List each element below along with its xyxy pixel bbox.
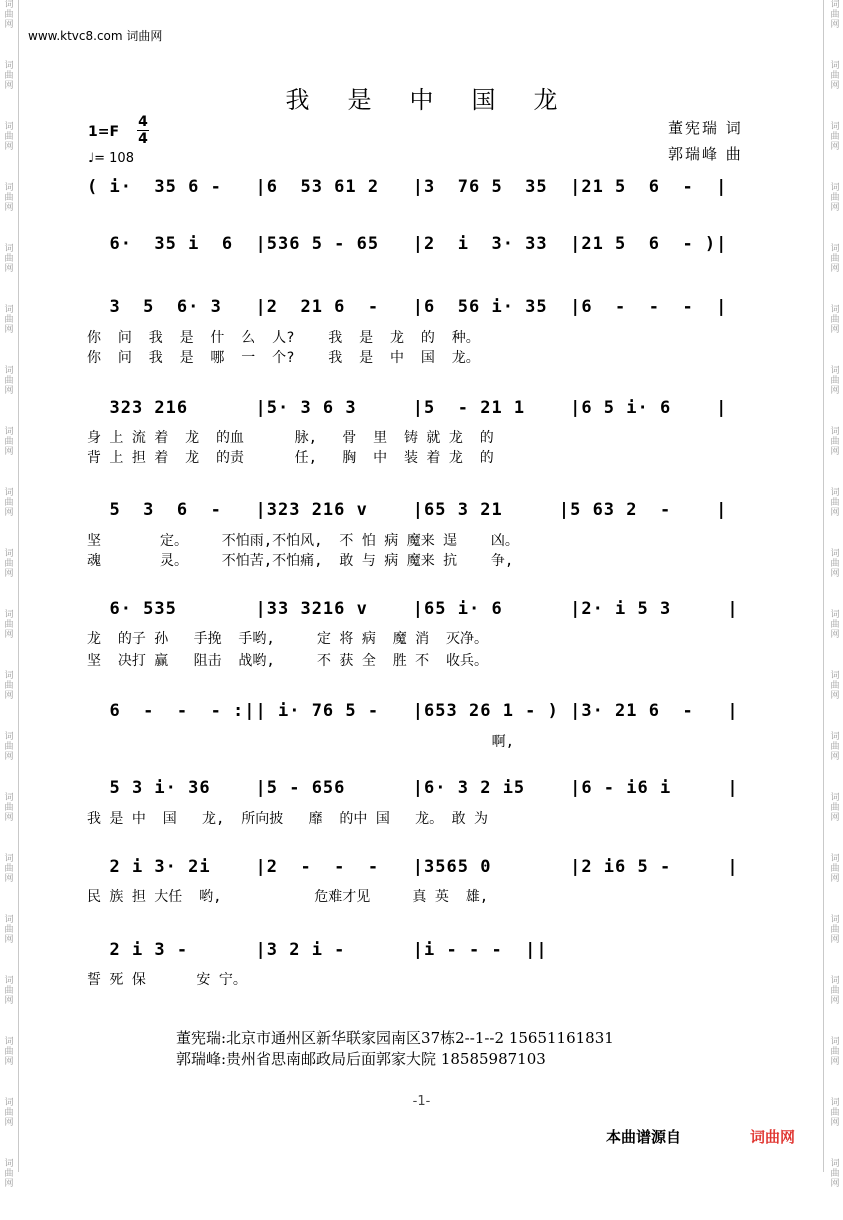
watermark-char: 网 (830, 569, 840, 579)
watermark-char: 曲 (830, 681, 840, 691)
watermark-char: 网 (830, 1118, 840, 1128)
watermark-char: 词 (830, 61, 840, 71)
watermark-char: 词 (830, 488, 840, 498)
watermark-char: 词 (830, 1098, 840, 1108)
score-line-10-notes: 2 i 3 - |3 2 i - |i - - - || (87, 940, 548, 960)
watermark-char: 词 (830, 1159, 840, 1169)
watermark-char: 词 (830, 671, 840, 681)
watermark-char: 词 (830, 976, 840, 986)
watermark-char: 曲 (830, 132, 840, 142)
watermark-char: 网 (4, 20, 14, 30)
watermark-char: 词 (4, 427, 14, 437)
watermark-char: 网 (830, 813, 840, 823)
watermark-char: 曲 (830, 254, 840, 264)
watermark-char: 曲 (4, 986, 14, 996)
watermark-char: 曲 (4, 437, 14, 447)
watermark-char: 网 (4, 81, 14, 91)
site-url[interactable]: www.ktvc8.com 词曲网 (28, 29, 163, 43)
score-line-8-notes: 5 3 i· 36 |5 - 656 |6· 3 2 i5 |6 - i6 i | (87, 778, 739, 798)
watermark-char: 网 (4, 691, 14, 701)
watermark-char: 词 (4, 976, 14, 986)
watermark-char: 词 (4, 1037, 14, 1047)
watermark-char: 词 (4, 732, 14, 742)
watermark-char: 词 (4, 1098, 14, 1108)
left-margin-line (18, 0, 19, 1172)
watermark-char: 网 (4, 264, 14, 274)
watermark-char: 曲 (830, 1047, 840, 1057)
key-signature: 1=F (88, 124, 120, 140)
watermark-char: 词 (4, 793, 14, 803)
score-line-3-lyric-1: 你 问 我 是 什 么 人? 我 是 龙 的 种。 (87, 330, 480, 346)
watermark-char: 曲 (4, 254, 14, 264)
score-line-4-notes: 323 216 |5· 3 6 3 |5 - 21 1 |6 5 i· 6 | (87, 398, 728, 418)
watermark-char: 词 (830, 854, 840, 864)
watermark-char: 曲 (830, 193, 840, 203)
watermark-char: 曲 (4, 681, 14, 691)
left-watermark-strip (2, 0, 16, 1220)
score-line-7-notes: 6 - - - :|| i· 76 5 - |653 26 1 - ) |3· 21 6 - | (87, 701, 739, 721)
watermark-char: 曲 (830, 1108, 840, 1118)
score-line-5-lyric-2: 魂 灵。 不怕苦,不怕痛, 敢 与 病 魔来 抗 争, (87, 553, 514, 569)
watermark-char: 词 (4, 305, 14, 315)
watermark-char: 曲 (830, 925, 840, 935)
watermark-char: 网 (4, 447, 14, 457)
watermark-char: 曲 (4, 193, 14, 203)
watermark-char: 曲 (4, 71, 14, 81)
watermark-char: 词 (4, 915, 14, 925)
watermark-char: 曲 (4, 742, 14, 752)
watermark-char: 曲 (830, 986, 840, 996)
watermark-char: 词 (830, 183, 840, 193)
watermark-char: 曲 (830, 1169, 840, 1179)
watermark-char: 词 (830, 793, 840, 803)
watermark-char: 网 (830, 325, 840, 335)
lyricist-credit: 董宪瑞 词 (668, 119, 743, 137)
page-number: -1- (412, 1094, 431, 1109)
watermark-char: 词 (830, 244, 840, 254)
watermark-char: 词 (830, 732, 840, 742)
watermark-char: 网 (4, 386, 14, 396)
watermark-char: 曲 (4, 1108, 14, 1118)
watermark-char: 词 (830, 305, 840, 315)
watermark-char: 词 (830, 1037, 840, 1047)
score-line-3-notes: 3 5 6· 3 |2 21 6 - |6 56 i· 35 |6 - - - | (87, 297, 728, 317)
watermark-char: 网 (4, 325, 14, 335)
watermark-char: 曲 (4, 10, 14, 20)
source-label: 本曲谱源自 (606, 1128, 682, 1146)
watermark-char: 曲 (4, 864, 14, 874)
watermark-char: 曲 (4, 803, 14, 813)
watermark-char: 曲 (4, 925, 14, 935)
watermark-char: 曲 (830, 620, 840, 630)
watermark-char: 曲 (830, 498, 840, 508)
watermark-char: 网 (4, 508, 14, 518)
watermark-char: 网 (830, 1179, 840, 1189)
score-line-7-lyric-1: 啊, (87, 734, 515, 750)
watermark-char: 网 (830, 142, 840, 152)
song-title: 我是中国龙 (285, 86, 596, 114)
watermark-char: 网 (830, 996, 840, 1006)
watermark-char: 词 (830, 0, 840, 10)
watermark-char: 词 (4, 183, 14, 193)
watermark-char: 词 (4, 244, 14, 254)
score-line-4-lyric-2: 背 上 担 着 龙 的责 任, 胸 中 装 着 龙 的 (87, 450, 494, 466)
right-watermark-strip (828, 0, 842, 1220)
watermark-char: 网 (4, 142, 14, 152)
score-line-4-lyric-1: 身 上 流 着 龙 的血 脉, 骨 里 铸 就 龙 的 (87, 430, 494, 446)
watermark-char: 网 (4, 813, 14, 823)
watermark-char: 曲 (830, 10, 840, 20)
watermark-char: 曲 (4, 1169, 14, 1179)
watermark-char: 词 (4, 1159, 14, 1169)
watermark-char: 网 (830, 630, 840, 640)
watermark-char: 词 (4, 122, 14, 132)
watermark-char: 曲 (4, 315, 14, 325)
watermark-char: 网 (830, 447, 840, 457)
watermark-char: 曲 (830, 376, 840, 386)
watermark-char: 网 (830, 203, 840, 213)
watermark-char: 曲 (830, 742, 840, 752)
time-bottom: 4 (138, 131, 148, 147)
watermark-char: 曲 (4, 376, 14, 386)
watermark-char: 词 (830, 610, 840, 620)
watermark-char: 网 (4, 1179, 14, 1189)
score-line-8-lyric-1: 我 是 中 国 龙, 所向披 靡 的中 国 龙。 敢 为 (87, 811, 489, 827)
watermark-char: 曲 (830, 71, 840, 81)
composer-address: 郭瑞峰:贵州省思南邮政局后面郭家大院 18585987103 (176, 1050, 546, 1068)
watermark-char: 曲 (830, 559, 840, 569)
watermark-char: 网 (830, 874, 840, 884)
watermark-char: 网 (830, 752, 840, 762)
watermark-char: 词 (4, 854, 14, 864)
watermark-char: 网 (830, 691, 840, 701)
watermark-char: 曲 (830, 437, 840, 447)
score-line-10-lyric-1: 誓 死 保 安 宁。 (87, 972, 247, 988)
watermark-char: 网 (830, 508, 840, 518)
watermark-char: 曲 (4, 1047, 14, 1057)
score-line-6-lyric-1: 龙 的子 孙 手挽 手哟, 定 将 病 魔 消 灭净。 (87, 631, 489, 647)
watermark-char: 网 (4, 1057, 14, 1067)
right-margin-line (823, 0, 824, 1172)
watermark-char: 网 (830, 264, 840, 274)
watermark-char: 网 (4, 1118, 14, 1128)
watermark-char: 词 (830, 122, 840, 132)
watermark-char: 网 (4, 569, 14, 579)
watermark-char: 曲 (830, 803, 840, 813)
watermark-char: 网 (4, 935, 14, 945)
watermark-char: 网 (4, 630, 14, 640)
watermark-char: 网 (4, 996, 14, 1006)
watermark-char: 词 (4, 671, 14, 681)
score-line-5-lyric-1: 坚 定。 不怕雨,不怕风, 不 怕 病 魔来 逞 凶。 (87, 533, 519, 549)
watermark-char: 曲 (4, 559, 14, 569)
watermark-char: 词 (4, 61, 14, 71)
composer-credit: 郭瑞峰 曲 (668, 145, 743, 163)
watermark-char: 网 (4, 752, 14, 762)
watermark-char: 网 (830, 386, 840, 396)
time-top: 4 (138, 114, 148, 130)
watermark-char: 词 (830, 915, 840, 925)
source-site-link[interactable]: 词曲网 (750, 1128, 796, 1146)
watermark-char: 网 (830, 20, 840, 30)
watermark-char: 词 (830, 366, 840, 376)
time-signature (137, 114, 149, 147)
score-line-9-notes: 2 i 3· 2i |2 - - - |3565 0 |2 i6 5 - | (87, 857, 739, 877)
score-line-9-lyric-1: 民 族 担 大任 哟, 危难才见 真 英 雄, (87, 889, 489, 905)
score-line-2-notes: 6· 35 i 6 |536 5 - 65 |2 i 3· 33 |21 5 6 - )| (87, 234, 728, 254)
score-line-3-lyric-2: 你 问 我 是 哪 一 个? 我 是 中 国 龙。 (87, 350, 480, 366)
watermark-char: 网 (4, 203, 14, 213)
score-line-6-notes: 6· 535 |33 3216 v |65 i· 6 |2· i 5 3 | (87, 599, 739, 619)
watermark-char: 词 (4, 610, 14, 620)
watermark-char: 曲 (4, 498, 14, 508)
watermark-char: 网 (830, 935, 840, 945)
watermark-char: 曲 (4, 132, 14, 142)
watermark-char: 网 (4, 874, 14, 884)
lyricist-address: 董宪瑞:北京市通州区新华联家园南区37栋2--1--2 15651161831 (176, 1029, 614, 1047)
watermark-char: 词 (830, 427, 840, 437)
watermark-char: 曲 (830, 864, 840, 874)
watermark-char: 词 (4, 366, 14, 376)
watermark-char: 网 (830, 1057, 840, 1067)
score-line-5-notes: 5 3 6 - |323 216 v |65 3 21 |5 63 2 - | (87, 500, 728, 520)
tempo-marking: ♩= 108 (88, 151, 134, 166)
score-line-1-notes: ( i· 35 6 - |6 53 61 2 |3 76 5 35 |21 5 6 - | (87, 177, 728, 197)
watermark-char: 词 (4, 549, 14, 559)
watermark-char: 网 (830, 81, 840, 91)
watermark-char: 曲 (830, 315, 840, 325)
watermark-char: 词 (4, 0, 14, 10)
score-line-6-lyric-2: 坚 决打 赢 阻击 战哟, 不 获 全 胜 不 收兵。 (87, 653, 489, 669)
watermark-char: 词 (4, 488, 14, 498)
watermark-char: 曲 (4, 620, 14, 630)
watermark-char: 词 (830, 549, 840, 559)
